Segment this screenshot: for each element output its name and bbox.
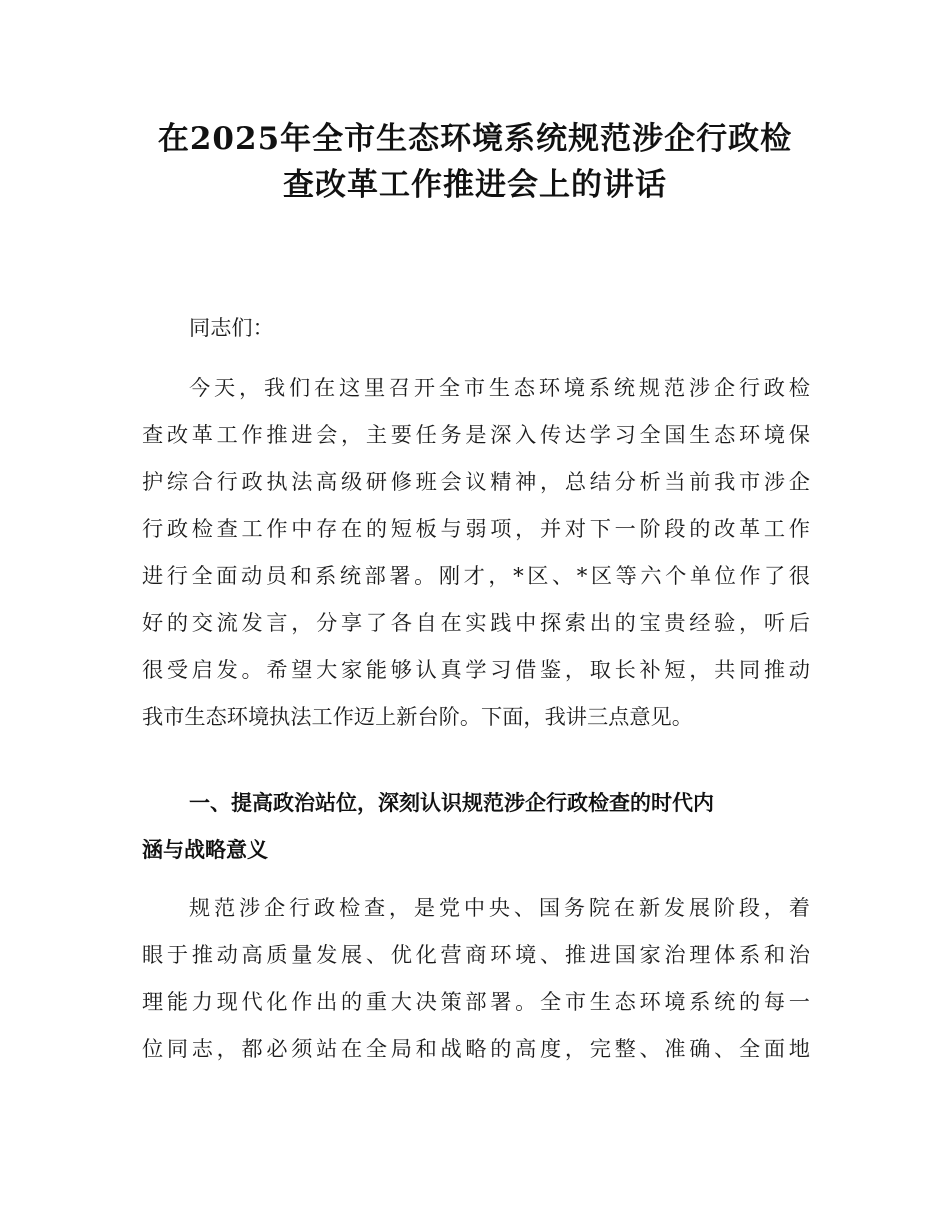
paragraph-line: 好的交流发言，分享了各自在实践中探索出的宝贵经验，听后	[142, 610, 810, 635]
heading-line: 一、提高政治站位，深刻认识规范涉企行政检查的时代内	[189, 791, 714, 815]
paragraph-line: 眼于推动高质量发展、优化营商环境、推进国家治理体系和治	[142, 942, 810, 967]
paragraph-section-1	[142, 884, 810, 1072]
paragraph-line: 理能力现代化作出的重大决策部署。全市生态环境系统的每一	[142, 989, 810, 1014]
paragraph-line: 我市生态环境执法工作迈上新台阶。下面，我讲三点意见。	[142, 704, 693, 729]
paragraph-line: 规范涉企行政检查，是党中央、国务院在新发展阶段，着	[189, 895, 810, 920]
document-title	[130, 116, 820, 208]
salutation	[142, 304, 810, 351]
paragraph-line: 护综合行政执法高级研修班会议精神，总结分析当前我市涉企	[142, 469, 810, 494]
paragraph-line: 进行全面动员和系统部署。刚才，*区、*区等六个单位作了很	[142, 563, 810, 588]
paragraph-line: 行政检查工作中存在的短板与弱项，并对下一阶段的改革工作	[142, 516, 810, 541]
heading-line: 涵与战略意义	[142, 838, 268, 862]
paragraph-line: 位同志，都必须站在全局和战略的高度，完整、准确、全面地	[142, 1036, 810, 1061]
section-heading-1	[142, 780, 810, 874]
paragraph-line: 今天，我们在这里召开全市生态环境系统规范涉企行政检	[189, 375, 810, 400]
paragraph-line: 查改革工作推进会，主要任务是深入传达学习全国生态环境保	[142, 422, 810, 447]
title-line: 查改革工作推进会上的讲话	[283, 167, 667, 203]
title-line: 在2025年全市生态环境系统规范涉企行政检	[157, 121, 793, 157]
paragraph-intro	[142, 364, 810, 740]
paragraph-line: 很受启发。希望大家能够认真学习借鉴，取长补短，共同推动	[142, 657, 810, 682]
salutation-text: 同志们：	[189, 315, 274, 340]
